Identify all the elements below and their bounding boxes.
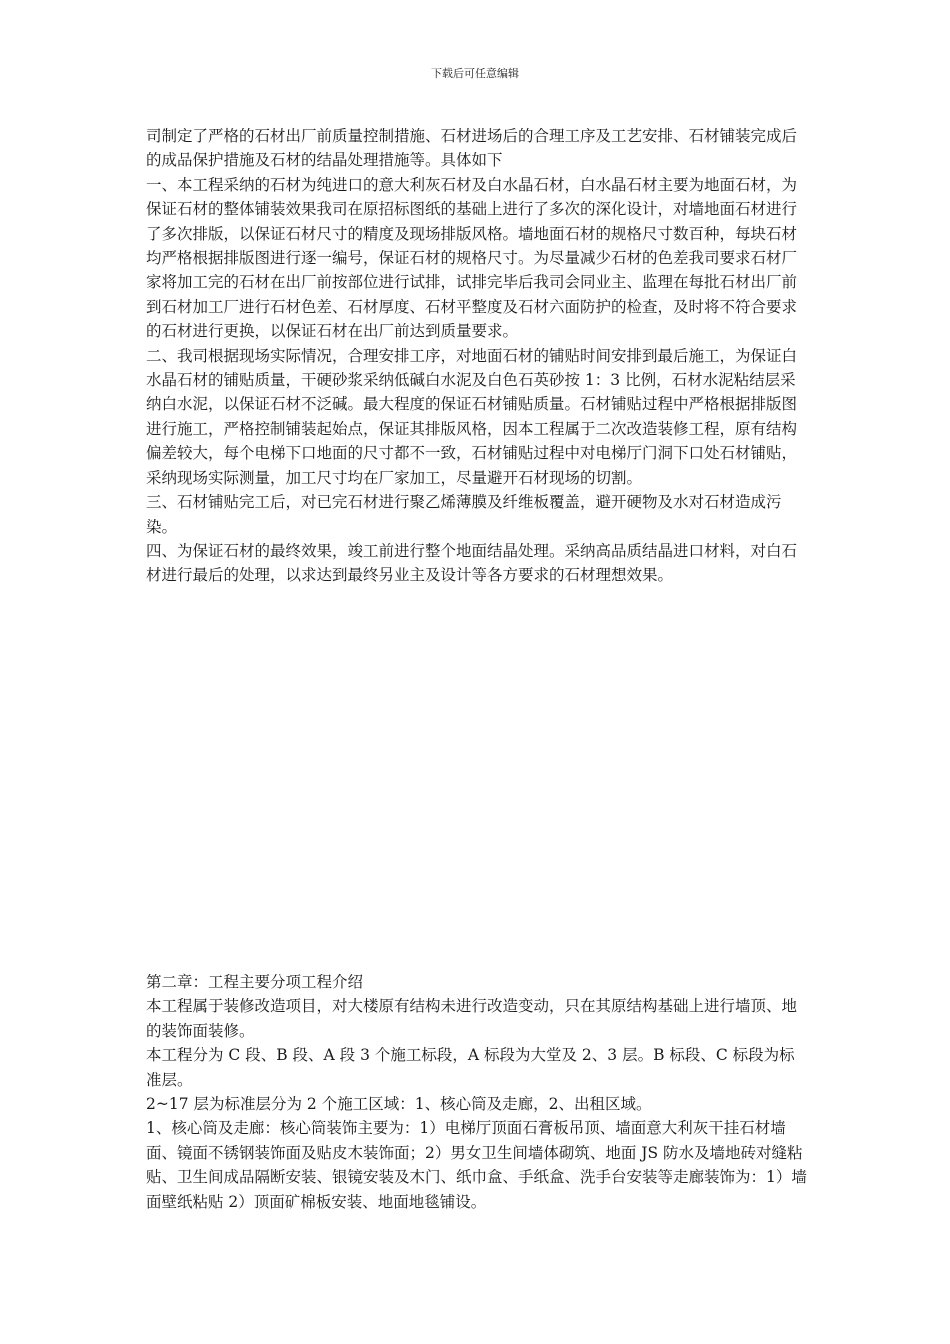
- paragraph-item-one: 一、本工程采纳的石材为纯进口的意大利灰石材及白水晶石材，白水晶石材主要为地面石材，为保证石材的整体铺装效果我司在原招标图纸的基础上进行了多次的深化设计，对墙地面石材进行了多次排版，以保证石材尺寸的精度及现场排版风格。墙地面石材的规格尺寸数百种，每块石材均严格根据排版图进行逐一编号，保证石材的规格尺寸。为尽量减少石材的色差我司要求石材厂家将加工完的石材在出厂前按部位进行试排，试排完毕后我司会同业主、监理在每批石材出厂前到石材加工厂进行石材色差、石材厚度、石材平整度及石材六面防护的检查，及时将不符合要求的石材进行更换，以保证石材在出厂前达到质量要求。: [146, 175, 798, 341]
- chapter-two-section: [146, 970, 810, 1214]
- intro-paragraph: 司制定了严格的石材出厂前质量控制措施、石材进场后的合理工序及工艺安排、石材铺装完成后的成品保护措施及石材的结晶处理措施等。具体如下: [146, 127, 798, 170]
- paragraph-item-two: 二、我司根据现场实际情况，合理安排工序，对地面石材的铺贴时间安排到最后施工，为保证白水晶石材的铺贴质量，干硬砂浆采纳低碱白水泥及白色石英砂按 1：3 比例，石材水泥粘结层采纳白水泥，以保证石材不泛碱。最大程度的保证石材铺贴质量。石材铺贴过程中严格根据排版图进行施工，严格控制铺装起始点，保证其排版风格，因本工程属于二次改造装修工程，原有结构偏差较大，每个电梯下口地面的尺寸都不一致，石材铺贴过程中对电梯厅门洞下口处石材铺贴，采纳现场实际测量，加工尺寸均在厂家加工，尽量避开石材现场的切割。: [146, 346, 798, 487]
- paragraph-item-three: 三、石材铺贴完工后，对已完石材进行聚乙烯薄膜及纤维板覆盖，避开硬物及水对石材造成污染。: [146, 493, 782, 536]
- page-header: 下载后可任意编辑: [431, 67, 519, 80]
- project-sections-paragraph: 本工程分为 C 段、B 段、A 段 3 个施工标段，A 标段为大堂及 2、3 层。B 标段、C 标段为标准层。: [146, 1046, 795, 1089]
- project-scope-paragraph: 本工程属于装修改造项目，对大楼原有结构未进行改造变动，只在其原结构基础上进行墙顶、地的装饰面装修。: [146, 997, 798, 1040]
- standard-floor-paragraph: 2~17 层为标准层分为 2 个施工区域：1、核心筒及走廊，2、出租区域。: [146, 1095, 652, 1114]
- chapter-heading: 第二章：工程主要分项工程介绍: [146, 973, 364, 991]
- stone-quality-section: [146, 124, 810, 588]
- paragraph-item-four: 四、为保证石材的最终效果，竣工前进行整个地面结晶处理。采纳高品质结晶进口材料，对白石材进行最后的处理，以求达到最终另业主及设计等各方要求的石材理想效果。: [146, 541, 798, 585]
- core-corridor-paragraph: 1、核心筒及走廊：核心筒装饰主要为：1）电梯厅顶面石膏板吊顶、墙面意大利灰干挂石材墙面、镜面不锈钢装饰面及贴皮木装饰面；2）男女卫生间墙体砌筑、地面 JS 防水及墙地砖对缝粘贴、卫生间成品隔断安装、银镜安装及木门、纸巾盒、手纸盒、洗手台安装等走廊装饰为：1）墙面壁纸粘贴 2）顶面矿棉板安装、地面地毯铺设。: [146, 1119, 807, 1211]
